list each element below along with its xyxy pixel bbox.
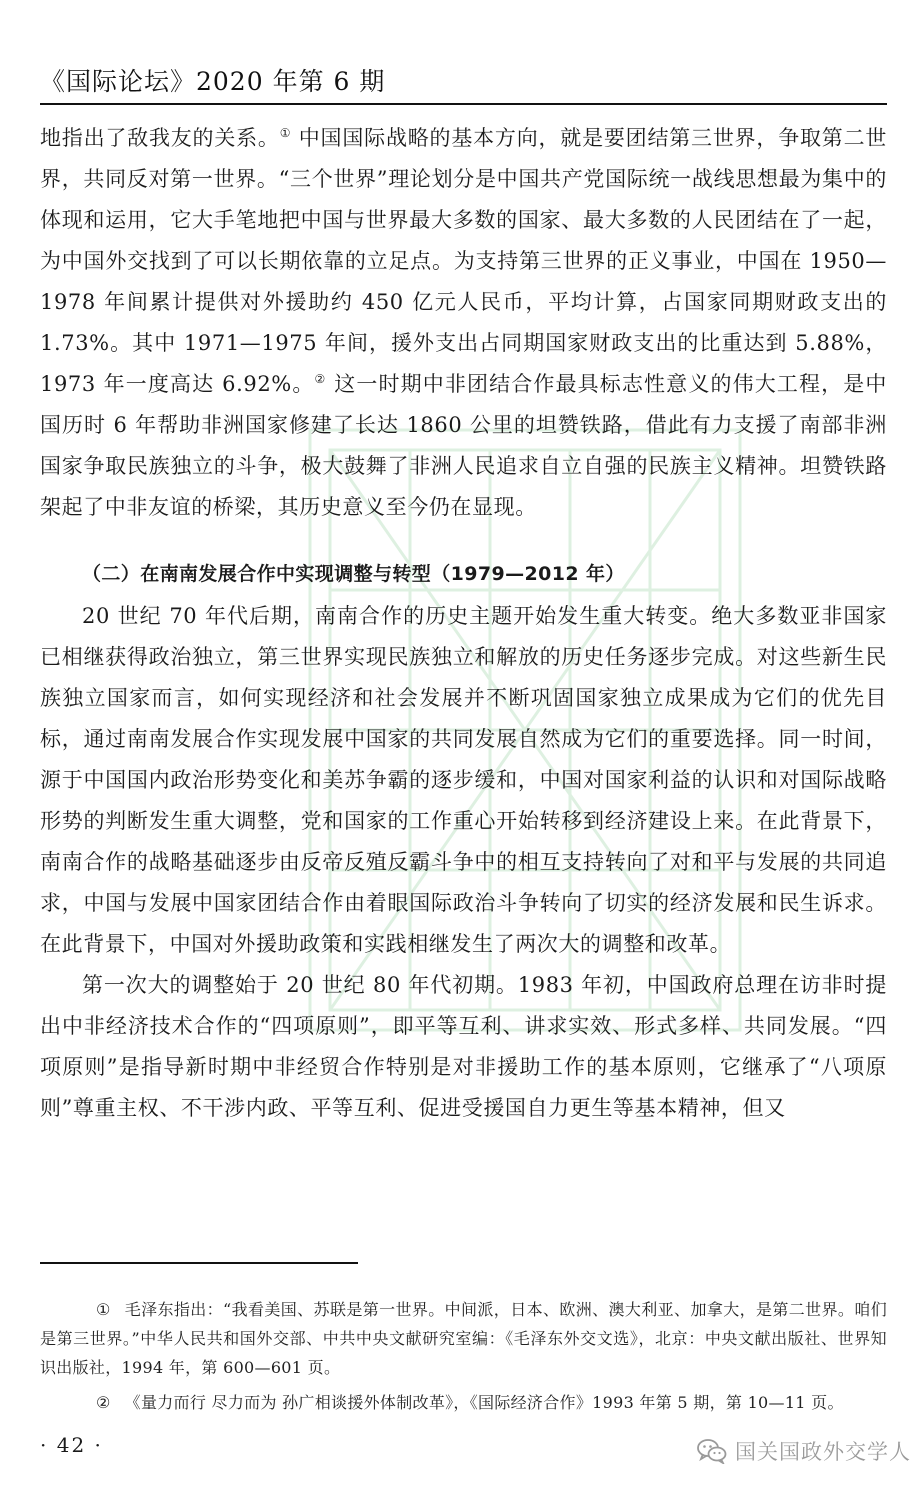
paragraph-1-part-c: 这一时期中非团结合作最具标志性意义的伟大工程，是中国历时 6 年帮助非洲国家修建了长达 1860 公里的坦赞铁路，借此有力支援了南部非洲国家争取民族独立的斗争，极大鼓舞了非洲人民追求自立自强的民族主义精神。坦赞铁路架起了中非友谊的桥梁，其历史意义至今仍在显现。 [40,372,887,519]
footnote-marker: ② [96,1393,111,1412]
footnote-rule [40,1262,358,1264]
account-watermark [697,1436,911,1466]
paragraph-3: 第一次大的调整始于 20 世纪 80 年代初期。1983 年初，中国政府总理在访非时提出中非经济技术合作的“四项原则”，即平等互利、讲求实效、形式多样、共同发展。“四项原则”是指导新时期中非经贸合作特别是对非援助工作的基本原则，它继承了“八项原则”尊重主权、不干涉内政、平等互利、促进受援国自力更生等基本精神，但又 [40,973,887,1120]
main-body-text [40,118,887,1129]
page-number: · 42 · [40,1433,103,1457]
footnote-1 [40,1295,887,1382]
footnote-text: 毛泽东指出：“我看美国、苏联是第一世界。中间派，日本、欧洲、澳大利亚、加拿大，是第二世界。咱们是第三世界。”中华人民共和国外交部、中共中央文献研究室编：《毛泽东外交文选》，北京：中央文献出版社、世界知识出版社，1994 年，第 600—601 页。 [40,1300,887,1377]
footnote-text: 《量力而行 尽力而为 孙广相谈援外体制改革》，《国际经济合作》1993 年第 5 期，第 10—11 页。 [124,1393,844,1412]
paragraph-continued [40,118,887,528]
account-name: 国关国政外交学人 [735,1440,911,1464]
header-rule [40,103,887,105]
paragraph-1-part-a: 地指出了敌我友的关系。 [40,126,280,150]
footnote-ref-1[interactable]: ① [279,126,292,140]
footnote-ref-2[interactable]: ② [314,372,327,386]
journal-header: 《国际论坛》2020 年第 6 期 [40,67,386,96]
section-heading: （二）在南南发展合作中实现调整与转型（1979—2012 年） [82,563,625,585]
wechat-icon [697,1438,727,1464]
footnote-2 [40,1388,887,1417]
paragraph-2: 20 世纪 70 年代后期，南南合作的历史主题开始发生重大转变。绝大多数亚非国家已相继获得政治独立，第三世界实现民族独立和解放的历史任务逐步完成。对这些新生民族独立国家而言，如何实现经济和社会发展并不断巩固国家独立成果成为它们的优先目标，通过南南发展合作实现发展中国家的共同发展自然成为它们的重要选择。同一时间，源于中国国内政治形势变化和美苏争霸的逐步缓和，中国对国家利益的认识和对国际战略形势的判断发生重大调整，党和国家的工作重心开始转移到经济建设上来。在此背景下，南南合作的战略基础逐步由反帝反殖反霸斗争中的相互支持转向了对和平与发展的共同追求，中国与发展中国家团结合作由着眼国际政治斗争转向了切实的经济发展和民生诉求。在此背景下，中国对外援助政策和实践相继发生了两次大的调整和改革。 [40,604,887,956]
footnotes [40,1295,887,1423]
paragraph-1-part-b: 中国国际战略的基本方向，就是要团结第三世界，争取第二世界，共同反对第一世界。“三个世界”理论划分是中国共产党国际统一战线思想最为集中的体现和运用，它大手笔地把中国与世界最大多数的国家、最大多数的人民团结在了一起，为中国外交找到了可以长期依靠的立足点。为支持第三世界的正义事业，中国在 1950—1978 年间累计提供对外援助约 450 亿元人民币，平均计算，占国家同期财政支出的 1.73%。其中 1971—1975 年间，援外支出占同期国家财政支出的比重达到 5.88%，1973 年一度高达 6.92%。 [40,126,887,396]
footnote-marker: ① [96,1300,111,1319]
